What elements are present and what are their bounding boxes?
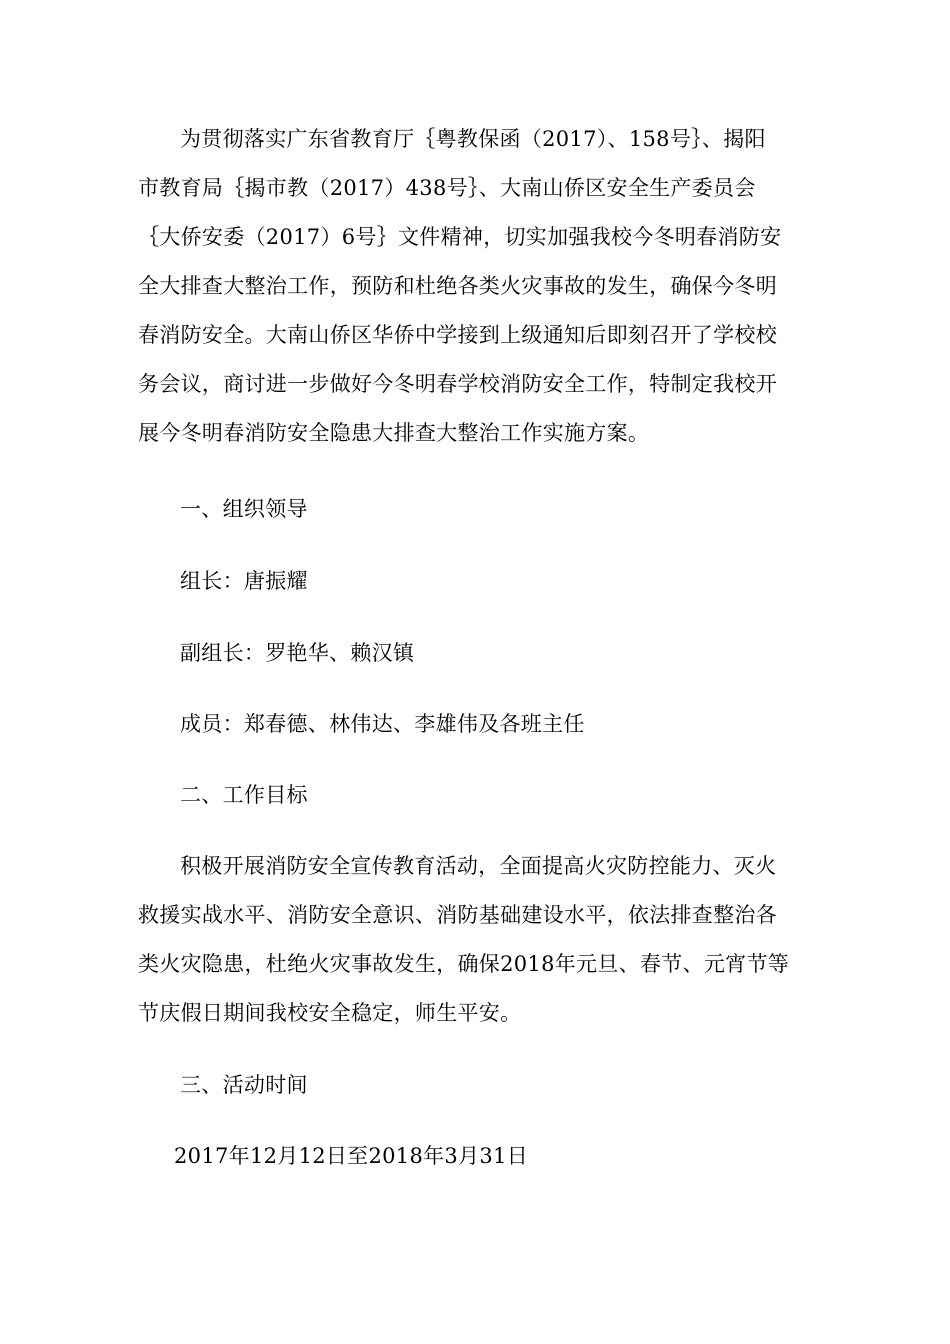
intro-line-6: 务会议，商讨进一步做好今冬明春学校消防安全工作，特制定我校开 — [138, 372, 777, 396]
intro-line-5: 春消防安全。大南山侨区华侨中学接到上级通知后即刻召开了学校校 — [138, 323, 777, 347]
activity-period: 2017年12月12日至2018年3月31日 — [174, 1144, 529, 1168]
goals-line-4: 节庆假日期间我校安全稳定，师生平安。 — [138, 1001, 522, 1025]
members-line: 成员：郑春德、林伟达、李雄伟及各班主任 — [180, 712, 585, 736]
goals-line-1: 积极开展消防安全宣传教育活动，全面提高火灾防控能力、灭火 — [180, 854, 777, 878]
intro-line-7: 展今冬明春消防安全隐患大排查大整治工作实施方案。 — [138, 421, 650, 445]
section-heading-period: 三、活动时间 — [180, 1073, 308, 1097]
intro-line-3: ｛大侨安委（2017）6号｝文件精神，切实加强我校今冬明春消防安 — [138, 225, 782, 249]
section-heading-organization: 一、组织领导 — [180, 497, 308, 521]
intro-line-1: 为贯彻落实广东省教育厅｛粤教保函（2017）、158号｝、揭阳 — [180, 127, 766, 151]
leader-line: 组长：唐振耀 — [180, 569, 308, 593]
section-heading-goals: 二、工作目标 — [180, 783, 308, 807]
goals-line-2: 救援实战水平、消防安全意识、消防基础建设水平，依法排查整治各 — [138, 903, 777, 927]
intro-line-4: 全大排查大整治工作，预防和杜绝各类火灾事故的发生，确保今冬明 — [138, 274, 777, 298]
goals-line-3: 类火灾隐患，杜绝火灾事故发生，确保2018年元旦、春节、元宵节等 — [138, 952, 790, 976]
intro-line-2: 市教育局｛揭市教（2017）438号｝、大南山侨区安全生产委员会 — [138, 176, 756, 200]
deputy-leader-line: 副组长：罗艳华、赖汉镇 — [180, 641, 415, 665]
